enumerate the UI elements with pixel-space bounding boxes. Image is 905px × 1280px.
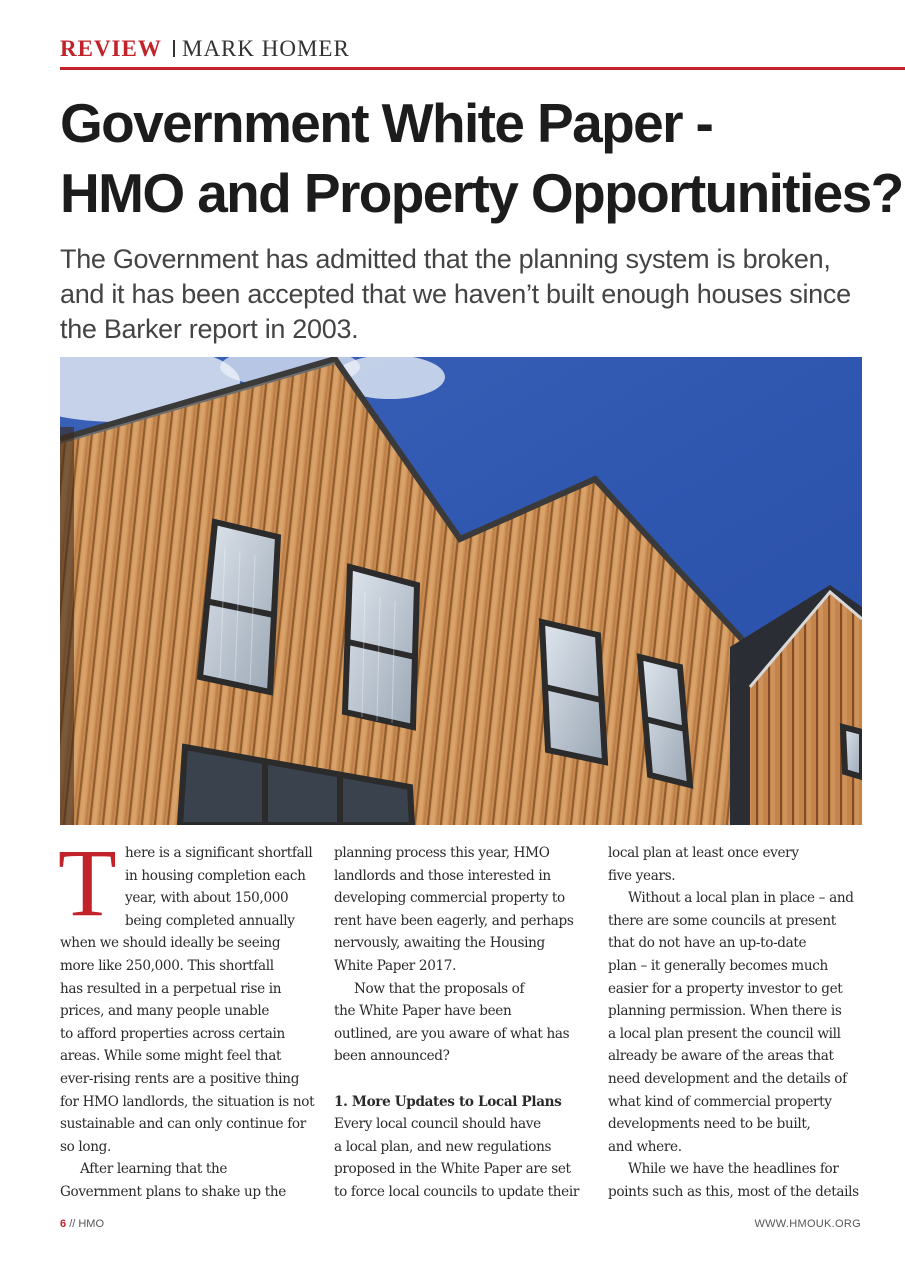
standfirst-line-2: and it has been accepted that we haven’t built enough houses since — [60, 279, 851, 309]
body-line: already be aware of the areas that — [608, 1048, 834, 1065]
body-line: developing commercial property to — [334, 890, 565, 907]
article-title — [60, 88, 903, 228]
dropcap-paragraph — [58, 829, 313, 936]
section-header — [60, 34, 905, 70]
body-column-1 — [58, 829, 315, 1204]
body-line: Now that the proposals of — [354, 980, 525, 997]
body-line: plan – it generally becomes much — [608, 957, 828, 974]
body-line: ever-rising rents are a positive thing — [60, 1070, 300, 1087]
standfirst-line-3: the Barker report in 2003. — [60, 314, 359, 344]
timber-clad-houses-photo — [60, 357, 862, 825]
body-line: year, with about 150,000 — [125, 890, 289, 907]
body-line: outlined, are you aware of what has — [334, 1025, 570, 1042]
body-line: proposed in the White Paper are set — [334, 1161, 571, 1178]
body-line: need development and the details of — [608, 1070, 847, 1087]
body-line: planning permission. When there is — [608, 1003, 842, 1020]
author-name: MARK HOMER — [182, 36, 350, 61]
body-line: five years. — [608, 867, 676, 884]
body-column-2 — [334, 842, 586, 1204]
body-line: there are some councils at present — [608, 912, 836, 929]
body-line: has resulted in a perpetual rise in — [60, 980, 282, 997]
body-line: being completed annually — [125, 912, 295, 929]
body-line: easier for a property investor to get — [608, 980, 843, 997]
dropcap: T — [58, 829, 117, 936]
body-line: prices, and many people unable — [60, 1003, 270, 1020]
section-label: REVIEW — [60, 36, 162, 61]
standfirst — [60, 242, 880, 347]
body-line: a local plan present the council will — [608, 1025, 841, 1042]
body-line: nervously, awaiting the Housing — [334, 935, 545, 952]
body-line: areas. While some might feel that — [60, 1048, 282, 1065]
body-line: in housing completion each — [125, 867, 306, 884]
page-number: 6 — [60, 1218, 67, 1230]
body-line: Without a local plan in place – and — [628, 890, 854, 907]
title-line-2: HMO and Property Opportunities? — [60, 162, 903, 224]
body-line: to force local councils to update their — [334, 1183, 580, 1200]
body-line: so long. — [60, 1138, 111, 1155]
publication-name: // HMO — [69, 1218, 105, 1230]
body-line: rent have been eagerly, and perhaps — [334, 912, 574, 929]
body-line: points such as this, most of the details — [608, 1183, 859, 1200]
body-line: While we have the headlines for — [628, 1161, 839, 1178]
body-line: local plan at least once every — [608, 845, 799, 861]
body-line: White Paper 2017. — [334, 957, 457, 974]
website-url: WWW.HMOUK.ORG — [754, 1218, 861, 1230]
subheading-local-plans: 1. More Updates to Local Plans — [334, 1093, 562, 1110]
body-line: more like 250,000. This shortfall — [60, 957, 274, 974]
page-footer-left — [60, 1218, 104, 1230]
body-line: a local plan, and new regulations — [334, 1138, 552, 1155]
body-column-3 — [608, 842, 860, 1204]
title-line-1: Government White Paper - — [60, 92, 713, 154]
body-line: when we should ideally be seeing — [60, 935, 281, 952]
body-line: planning process this year, HMO — [334, 845, 550, 861]
body-line: here is a significant shortfall — [125, 845, 313, 861]
body-line: Every local council should have — [334, 1116, 541, 1133]
body-line: and where. — [608, 1138, 682, 1155]
body-line: for HMO landlords, the situation is not — [60, 1093, 315, 1110]
header-separator — [173, 40, 175, 57]
body-line: the White Paper have been — [334, 1003, 512, 1020]
body-line: developments need to be built, — [608, 1116, 811, 1133]
body-line: what kind of commercial property — [608, 1093, 832, 1110]
body-line: After learning that the — [80, 1161, 228, 1178]
body-line: been announced? — [334, 1048, 450, 1065]
standfirst-line-1: The Government has admitted that the planning system is broken, — [60, 244, 831, 274]
body-line: to afford properties across certain — [60, 1025, 285, 1042]
body-line: landlords and those interested in — [334, 867, 551, 884]
body-line: that do not have an up-to-date — [608, 935, 807, 952]
body-line: Government plans to shake up the — [60, 1183, 286, 1200]
body-line: sustainable and can only continue for — [60, 1116, 306, 1133]
paragraph-gap — [334, 1068, 586, 1091]
